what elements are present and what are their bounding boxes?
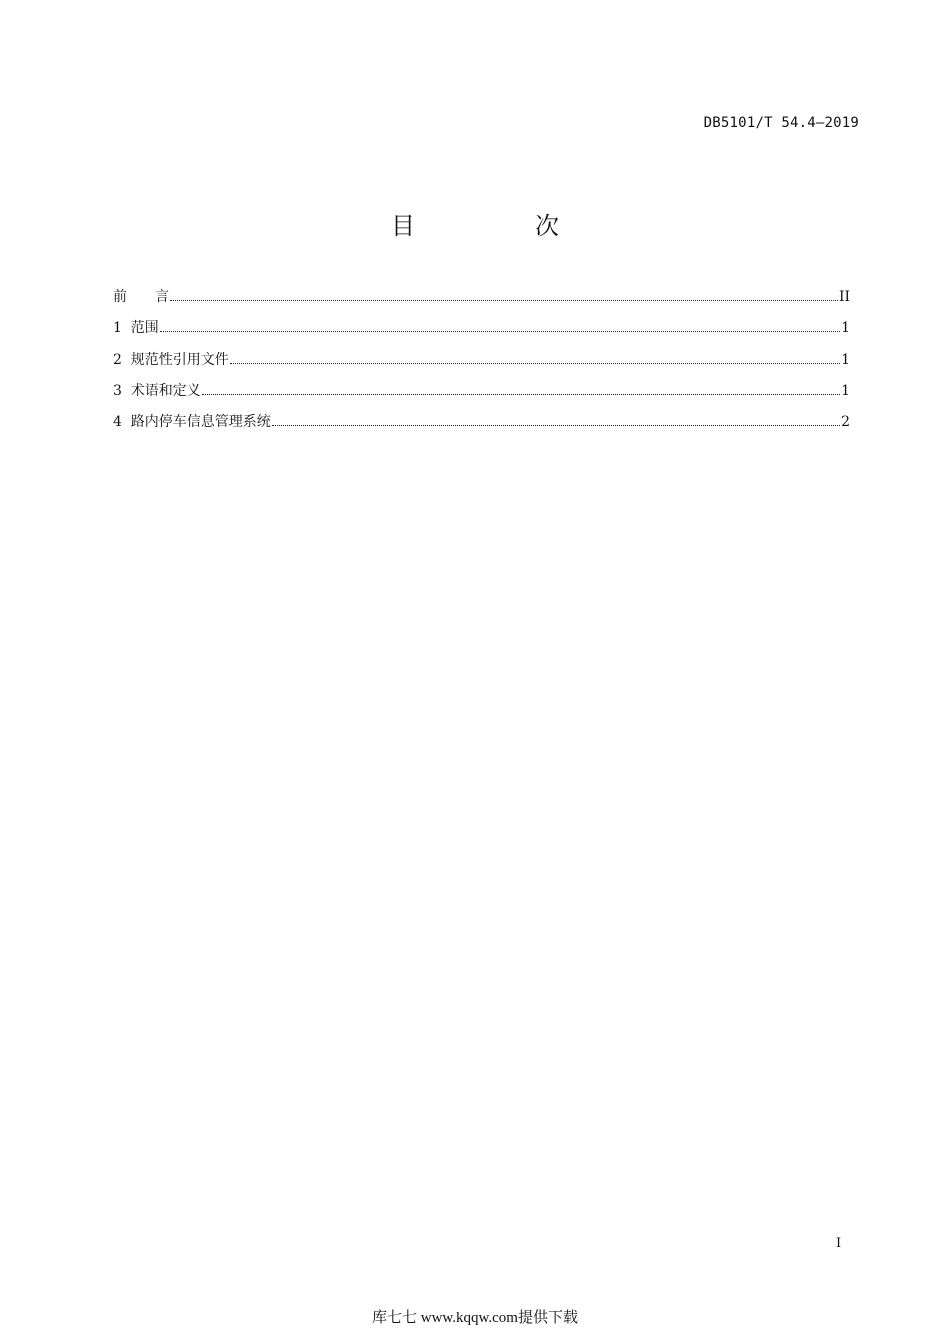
toc-entry-parking-system[interactable] — [113, 411, 850, 442]
toc-entry-label: 前 言 — [113, 289, 169, 305]
toc-entry-label: 1 范围 — [113, 320, 159, 337]
toc-entry-page: 1 — [841, 320, 850, 337]
toc-entry-page: 1 — [841, 382, 850, 399]
toc-dot-leader — [272, 424, 840, 426]
toc-entry-page: 1 — [841, 351, 850, 368]
toc-dot-leader — [202, 393, 840, 395]
toc-entry-terms-definitions[interactable] — [113, 380, 850, 411]
toc-entry-label: 4 路内停车信息管理系统 — [113, 414, 271, 431]
toc-entry-page: 2 — [841, 414, 850, 431]
toc-entry-label: 2 规范性引用文件 — [113, 351, 229, 368]
toc-dot-leader — [160, 330, 840, 332]
document-code: DB5101/T 54.4—2019 — [703, 115, 859, 131]
toc-title: 目 次 — [391, 212, 607, 240]
toc-entry-page: II — [838, 289, 850, 305]
table-of-contents — [113, 286, 850, 442]
toc-dot-leader — [230, 362, 840, 364]
toc-entry-scope[interactable] — [113, 317, 850, 348]
toc-entry-normative-references[interactable] — [113, 349, 850, 380]
download-footer: 库七七 www.kqqw.com提供下载 — [372, 1310, 578, 1326]
toc-dot-leader — [170, 299, 838, 301]
toc-entry-label: 3 术语和定义 — [113, 382, 201, 399]
toc-entry-foreword[interactable] — [113, 286, 850, 317]
page-number: I — [836, 1236, 842, 1251]
